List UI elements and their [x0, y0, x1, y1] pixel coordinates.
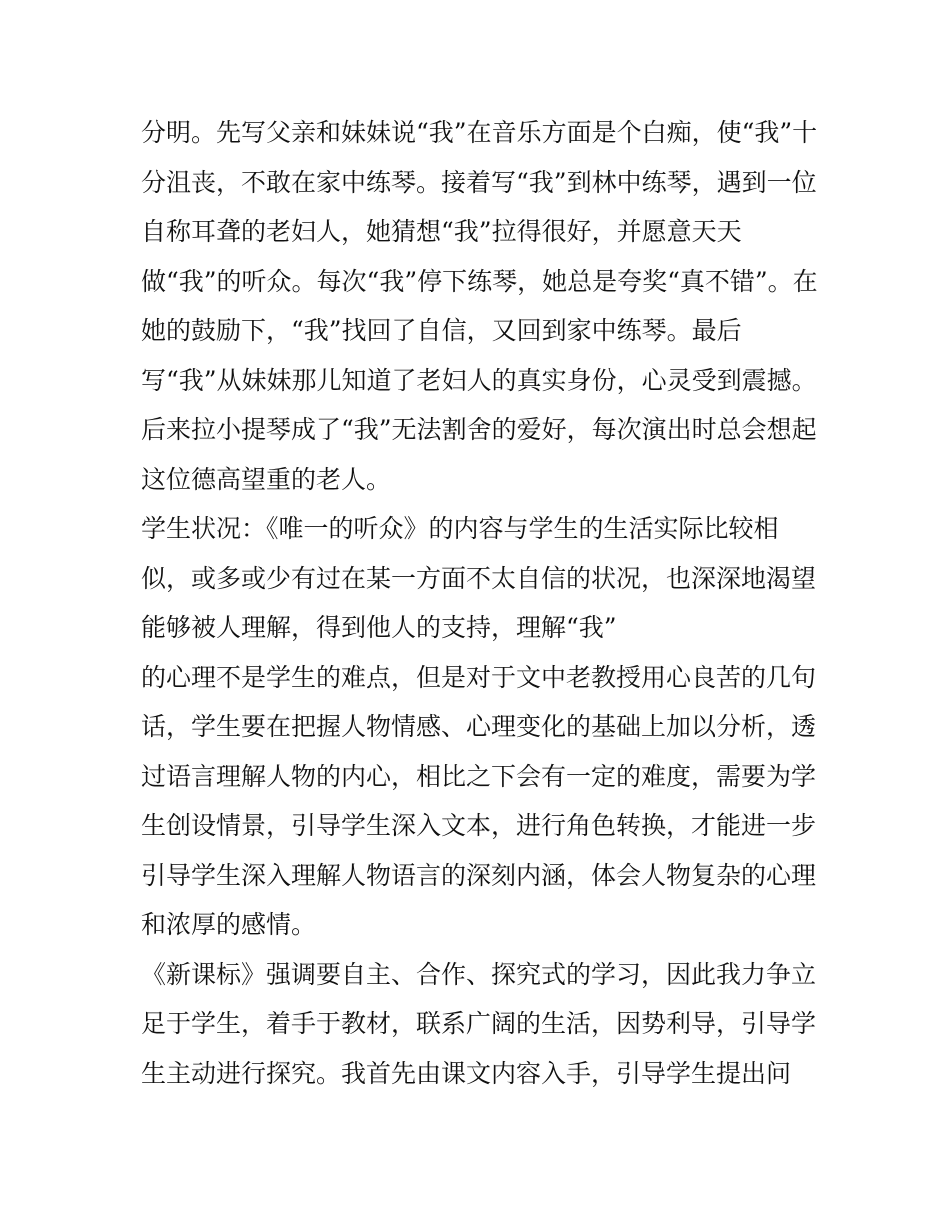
text-line: 能够被人理解，得到他人的支持，理解“我” — [141, 613, 617, 642]
text-line: 分明。先写父亲和妹妹说“我”在音乐方面是个白痴，使“我”十 — [141, 118, 818, 147]
text-line: 她的鼓励下，“我”找回了自信，又回到家中练琴。最后 — [141, 316, 742, 345]
text-line: 生创设情景，引导学生深入文本，进行角色转换，才能进一步 — [141, 811, 817, 840]
text-line: 后来拉小提琴成了“我”无法割舍的爱好，每次演出时总会想起 — [141, 415, 817, 444]
text-line: 分沮丧，不敢在家中练琴。接着写“我”到林中练琴，遇到一位 — [141, 167, 817, 197]
text-line: 学生状况：《唯一的听众》的内容与学生的生活实际比较相 — [141, 514, 779, 543]
text-line: 这位德高望重的老人。 — [141, 464, 392, 494]
text-line: 过语言理解人物的内心，相比之下会有一定的难度，需要为学 — [141, 761, 817, 791]
text-line: 的心理不是学生的难点，但是对于文中老教授用心良苦的几句 — [141, 662, 817, 692]
text-line: 足于学生，着手于教材，联系广阔的生活，因势利导，引导学 — [141, 1009, 817, 1038]
text-line: 话，学生要在把握人物情感、心理变化的基础上加以分析，透 — [141, 712, 817, 741]
text-line: 和浓厚的感情。 — [141, 910, 317, 939]
text-line: 写“我”从妹妹那儿知道了老妇人的真实身份，心灵受到震撼。 — [141, 365, 817, 395]
text-line: 引导学生深入理解人物语言的深刻内涵，体会人物复杂的心理 — [141, 860, 817, 890]
text-line: 生主动进行探究。我首先由课文内容入手，引导学生提出问 — [141, 1058, 792, 1088]
text-line: 自称耳聋的老妇人，她猜想“我”拉得很好，并愿意天天 — [141, 217, 742, 246]
text-line: 《新课标》强调要自主、合作、探究式的学习，因此我力争立 — [141, 959, 817, 989]
text-line: 似，或多或少有过在某一方面不太自信的状况，也深深地渴望 — [141, 563, 817, 593]
text-line: 做“我”的听众。每次“我”停下练琴，她总是夸奖“真不错”。在 — [141, 266, 818, 296]
body-text — [141, 108, 821, 1098]
